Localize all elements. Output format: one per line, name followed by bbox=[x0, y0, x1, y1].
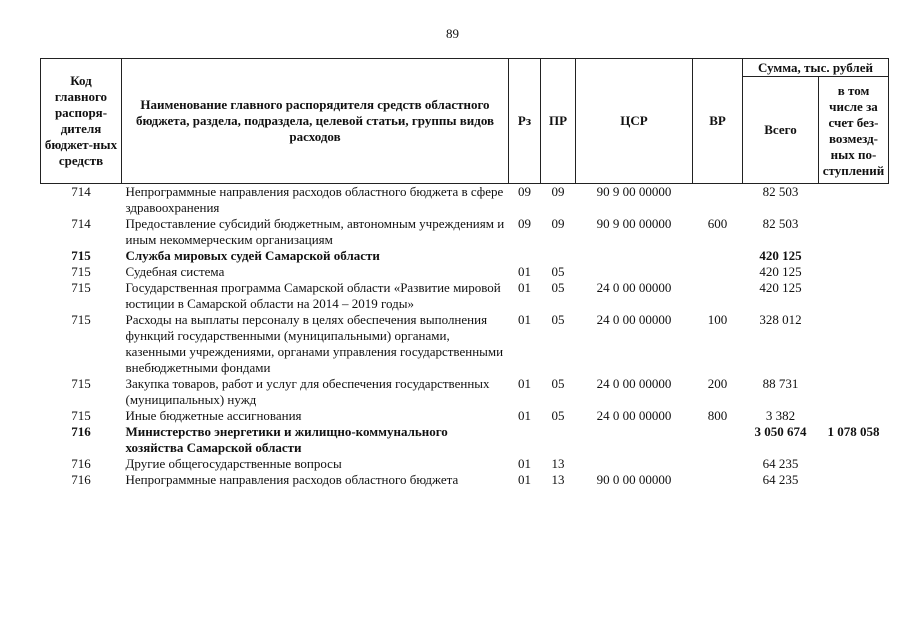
cell-name: Непрограммные направления расходов областного бюджета bbox=[125, 472, 459, 487]
budget-table bbox=[40, 58, 889, 488]
cell-vr bbox=[693, 472, 743, 488]
cell-vr bbox=[693, 456, 743, 472]
cell-csr bbox=[576, 264, 693, 280]
cell-total: 3 050 674 bbox=[754, 424, 807, 439]
cell-code: 716 bbox=[71, 424, 91, 439]
table-row bbox=[41, 184, 889, 217]
header-name: Наименование главного распорядителя средств областного бюджета, раздела, подраздела, целевой статьи, группы видов расходов bbox=[122, 59, 509, 184]
header-free: в том числе за счет без-возмезд-ных по-ступлений bbox=[819, 77, 889, 184]
cell-csr: 90 0 00 00000 bbox=[596, 472, 672, 487]
cell-total: 328 012 bbox=[759, 312, 802, 327]
cell-name: Другие общегосударственные вопросы bbox=[125, 456, 342, 471]
cell-vr bbox=[693, 424, 743, 456]
cell-pr bbox=[541, 248, 576, 264]
cell-pr: 09 bbox=[551, 184, 565, 199]
cell-free bbox=[819, 376, 889, 408]
cell-free bbox=[819, 312, 889, 376]
cell-vr: 200 bbox=[707, 376, 728, 391]
cell-csr: 24 0 00 00000 bbox=[596, 408, 672, 423]
cell-free bbox=[819, 216, 889, 248]
cell-free bbox=[819, 472, 889, 488]
cell-vr bbox=[693, 184, 743, 217]
header-vr: ВР bbox=[693, 59, 743, 184]
cell-name: Непрограммные направления расходов областного бюджета в сфере здравоохранения bbox=[125, 184, 504, 215]
cell-rz: 09 bbox=[518, 216, 531, 231]
cell-free bbox=[819, 280, 889, 312]
header-total: Всего bbox=[743, 77, 819, 184]
cell-csr: 90 9 00 00000 bbox=[596, 216, 672, 231]
cell-pr: 05 bbox=[551, 408, 565, 423]
cell-vr: 100 bbox=[707, 312, 728, 327]
cell-free bbox=[819, 456, 889, 472]
cell-name: Судебная система bbox=[125, 264, 225, 279]
table-row bbox=[41, 456, 889, 472]
header-sum-group: Сумма, тыс. рублей bbox=[743, 59, 889, 77]
cell-total: 82 503 bbox=[762, 216, 799, 231]
cell-csr: 24 0 00 00000 bbox=[596, 312, 672, 327]
cell-csr bbox=[576, 248, 693, 264]
table-row bbox=[41, 376, 889, 408]
cell-rz: 01 bbox=[518, 456, 531, 471]
cell-vr bbox=[693, 264, 743, 280]
cell-total: 88 731 bbox=[762, 376, 799, 391]
cell-rz: 01 bbox=[518, 264, 531, 279]
cell-csr: 24 0 00 00000 bbox=[596, 376, 672, 391]
table-body bbox=[41, 184, 889, 489]
cell-rz: 01 bbox=[518, 408, 531, 423]
cell-pr: 05 bbox=[551, 376, 565, 391]
header-code: Код главного распоря-дителя бюджет-ных средств bbox=[41, 59, 122, 184]
table-row bbox=[41, 408, 889, 424]
cell-code: 715 bbox=[71, 408, 91, 423]
cell-code: 715 bbox=[71, 376, 91, 391]
table-row bbox=[41, 424, 889, 456]
cell-code: 714 bbox=[71, 216, 91, 231]
cell-total: 64 235 bbox=[762, 456, 799, 471]
cell-code: 716 bbox=[71, 456, 91, 471]
table-row bbox=[41, 280, 889, 312]
header-csr: ЦСР bbox=[576, 59, 693, 184]
cell-name: Закупка товаров, работ и услуг для обеспечения государственных (муниципальных) нужд bbox=[125, 376, 490, 407]
cell-pr: 05 bbox=[551, 280, 565, 295]
cell-rz bbox=[509, 424, 541, 456]
cell-total: 82 503 bbox=[762, 184, 799, 199]
cell-rz bbox=[509, 248, 541, 264]
cell-name: Служба мировых судей Самарской области bbox=[125, 248, 380, 263]
cell-name: Государственная программа Самарской области «Развитие мировой юстиции в Самарской области на 2014 – 2019 годы» bbox=[125, 280, 501, 311]
cell-vr bbox=[693, 280, 743, 312]
cell-total: 420 125 bbox=[759, 248, 802, 263]
cell-rz: 01 bbox=[518, 312, 531, 327]
cell-vr: 600 bbox=[707, 216, 728, 231]
cell-total: 420 125 bbox=[759, 280, 802, 295]
cell-code: 715 bbox=[71, 280, 91, 295]
table-header bbox=[41, 59, 889, 184]
cell-name: Расходы на выплаты персоналу в целях обеспечения выполнения функций государственными (муниципальными) органами, казенными учреждениями, органами управления государственными внебюджетными фондами bbox=[125, 312, 504, 375]
cell-free: 1 078 058 bbox=[827, 424, 880, 439]
cell-free bbox=[819, 264, 889, 280]
cell-free bbox=[819, 248, 889, 264]
cell-free bbox=[819, 408, 889, 424]
cell-free bbox=[819, 184, 889, 217]
cell-rz: 09 bbox=[518, 184, 531, 199]
cell-pr: 13 bbox=[551, 472, 565, 487]
table-row bbox=[41, 248, 889, 264]
cell-csr: 90 9 00 00000 bbox=[596, 184, 672, 199]
page-number: 89 bbox=[446, 26, 459, 41]
cell-code: 714 bbox=[71, 184, 91, 199]
table-row bbox=[41, 472, 889, 488]
cell-code: 715 bbox=[71, 312, 91, 327]
cell-vr bbox=[693, 248, 743, 264]
cell-pr: 05 bbox=[551, 264, 565, 279]
table-row bbox=[41, 216, 889, 248]
cell-pr bbox=[541, 424, 576, 456]
cell-name: Предоставление субсидий бюджетным, автономным учреждениям и иным некоммерческим организациям bbox=[125, 216, 505, 247]
cell-rz: 01 bbox=[518, 280, 531, 295]
cell-csr: 24 0 00 00000 bbox=[596, 280, 672, 295]
cell-pr: 05 bbox=[551, 312, 565, 327]
cell-pr: 09 bbox=[551, 216, 565, 231]
cell-vr: 800 bbox=[707, 408, 728, 423]
cell-rz: 01 bbox=[518, 376, 531, 391]
cell-rz: 01 bbox=[518, 472, 531, 487]
cell-code: 715 bbox=[71, 264, 91, 279]
cell-pr: 13 bbox=[551, 456, 565, 471]
cell-csr bbox=[576, 424, 693, 456]
cell-code: 716 bbox=[71, 472, 91, 487]
cell-code: 715 bbox=[71, 248, 91, 263]
header-pr: ПР bbox=[541, 59, 576, 184]
cell-csr bbox=[576, 456, 693, 472]
cell-name: Министерство энергетики и жилищно-коммунального хозяйства Самарской области bbox=[125, 424, 448, 455]
cell-total: 3 382 bbox=[765, 408, 796, 423]
table-row bbox=[41, 264, 889, 280]
cell-total: 420 125 bbox=[759, 264, 802, 279]
cell-total: 64 235 bbox=[762, 472, 799, 487]
table-row bbox=[41, 312, 889, 376]
cell-name: Иные бюджетные ассигнования bbox=[125, 408, 302, 423]
header-rz: Рз bbox=[509, 59, 541, 184]
